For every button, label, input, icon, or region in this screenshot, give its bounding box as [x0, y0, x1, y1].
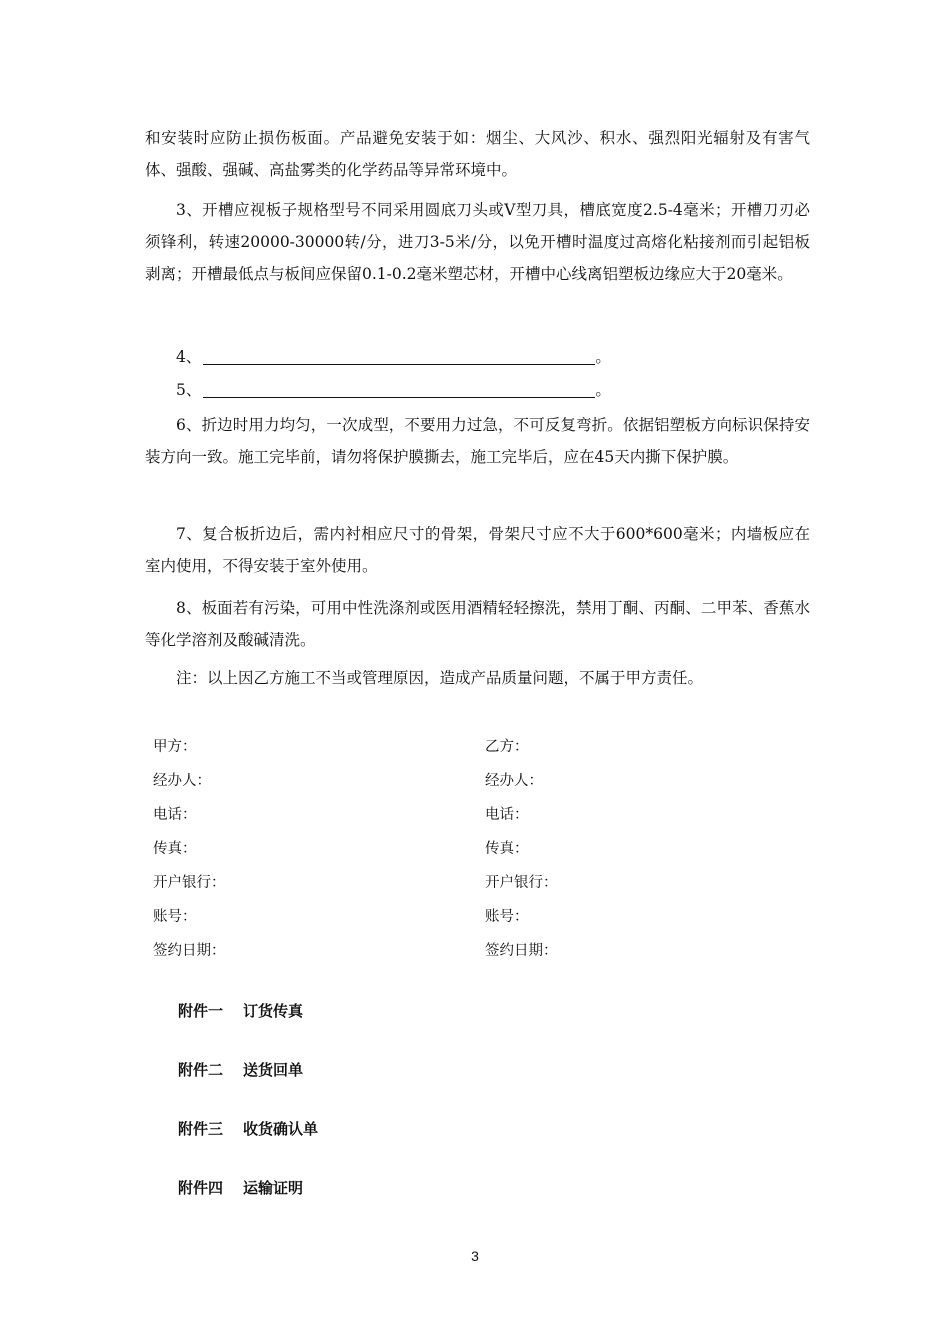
item-4-fill-line — [203, 346, 595, 365]
party-a-fax: 传真： — [153, 841, 197, 857]
page-number: 3 — [471, 1248, 479, 1264]
blank-item-4 — [176, 341, 611, 373]
party-b-handler: 经办人： — [485, 773, 543, 789]
attachment-2-title: 送货回单 — [243, 1061, 304, 1079]
paragraph-8: 8、板面若有污染，可用中性洗涤剂或医用酒精轻轻擦洗，禁用丁酮、丙酮、二甲苯、香蕉水等化学溶剂及酸碱清洗。 — [145, 599, 810, 649]
party-a-phone: 电话： — [153, 807, 197, 823]
attachment-4-number: 附件四 — [178, 1179, 224, 1197]
paragraph-3: 3、开槽应视板子规格型号不同采用圆底刀头或V型刀具，槽底宽度2.5-4毫米；开槽刀刃必须锋利，转速20000-30000转/分，进刀3-5米/分，以免开槽时温度过高熔化粘接剂而引起铝板剥离；开槽最低点与板间应保留0.1-0.2毫米塑芯材，开槽中心线离铝塑板边缘应大于20毫米。 — [145, 201, 810, 283]
party-b-fax: 传真： — [485, 841, 529, 857]
item-5-end: 。 — [595, 381, 611, 399]
party-a-handler: 经办人： — [153, 773, 211, 789]
party-b-sign-date: 签约日期： — [485, 943, 558, 959]
party-a-account: 账号： — [153, 909, 197, 925]
item-5-number: 5、 — [176, 381, 202, 399]
attachment-1 — [178, 1000, 303, 1021]
attachment-3 — [178, 1118, 318, 1139]
blank-item-5 — [176, 374, 611, 406]
attachment-4-title: 运输证明 — [243, 1179, 304, 1197]
item-4-number: 4、 — [176, 348, 202, 366]
note: 注：以上因乙方施工不当或管理原因，造成产品质量问题，不属于甲方责任。 — [176, 669, 704, 687]
attachment-3-number: 附件三 — [178, 1120, 224, 1138]
party-a-sign-date: 签约日期： — [153, 943, 226, 959]
item-4-end: 。 — [595, 348, 611, 366]
attachment-1-title: 订货传真 — [243, 1002, 304, 1020]
item-5-fill-line — [203, 379, 595, 398]
attachment-2 — [178, 1059, 303, 1080]
paragraph-continuation: 和安装时应防止损伤板面。产品避免安装于如：烟尘、大风沙、积水、强烈阳光辐射及有害气体、强酸、强碱、高盐雾类的化学药品等异常环境中。 — [145, 129, 810, 179]
party-b-label: 乙方： — [485, 739, 529, 755]
party-b-bank: 开户银行： — [485, 875, 558, 891]
attachment-3-title: 收货确认单 — [243, 1120, 319, 1138]
party-b-phone: 电话： — [485, 807, 529, 823]
party-a-label: 甲方： — [153, 739, 197, 755]
attachment-4 — [178, 1177, 303, 1198]
paragraph-6: 6、折边时用力均匀，一次成型，不要用力过急，不可反复弯折。依据铝塑板方向标识保持安装方向一致。施工完毕前，请勿将保护膜撕去，施工完毕后，应在45天内撕下保护膜。 — [145, 416, 810, 466]
party-a-bank: 开户银行： — [153, 875, 226, 891]
attachment-2-number: 附件二 — [178, 1061, 224, 1079]
paragraph-7: 7、复合板折边后，需内衬相应尺寸的骨架，骨架尺寸应不大于600*600毫米；内墙板应在室内使用，不得安装于室外使用。 — [145, 525, 810, 575]
party-b-account: 账号： — [485, 909, 529, 925]
attachment-1-number: 附件一 — [178, 1002, 224, 1020]
